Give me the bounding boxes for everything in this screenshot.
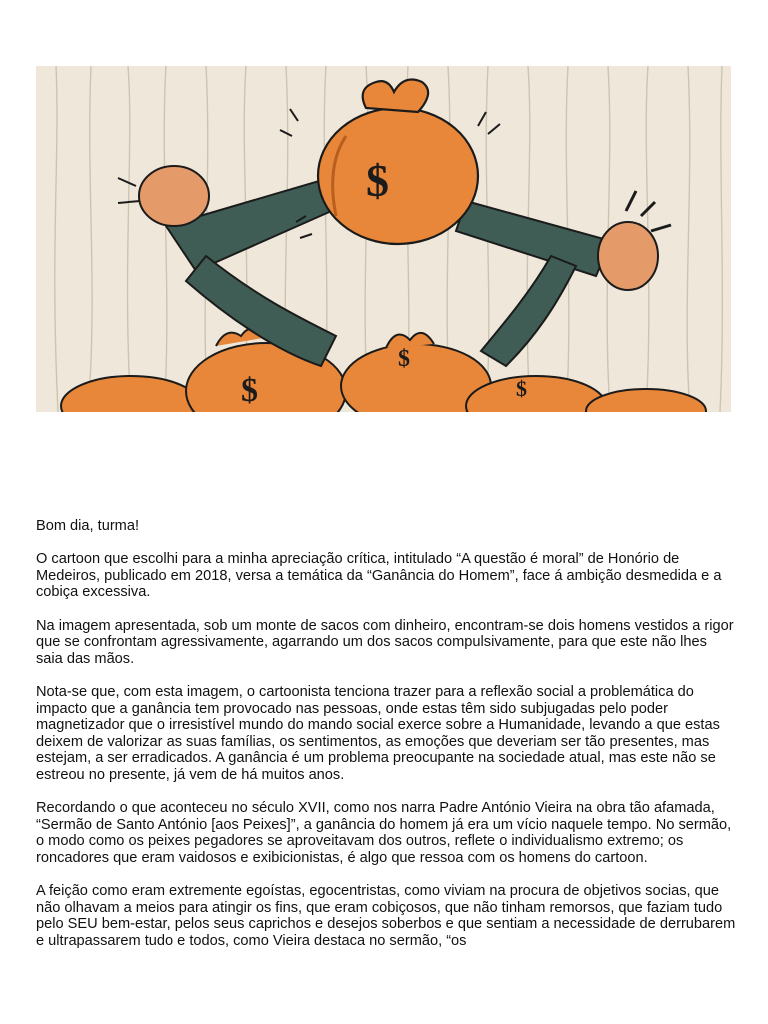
paragraph: O cartoon que escolhi para a minha apreciação crítica, intitulado “A questão é moral” de Honório de Medeiros, publicado em 2018, versa a temática da “Ganância do Homem”, face á ambição desmedida e a cobiça excessiva.: [36, 551, 722, 601]
paragraph: Na imagem apresentada, sob um monte de sacos com dinheiro, encontram-se dois homens vestidos a rigor que se confrontam agressivamente, agarrando um dos sacos compulsivamente, para que este não lhes saia das mãos.: [36, 617, 734, 667]
cartoon-image: [36, 66, 731, 412]
paragraph: A feição como eram extremente egoístas, egocentristas, como viviam na procura de objetivos socias, que não olhavam a meios para atingir os fins, que eram cobiçosos, que não tinham remorsos, que faziam tudo pelo SEU bem-estar, pelos seus caprichos e desejos soberbos e que sentiam a necessidade de derrubarem e ultrapassarem tudo e todos, como Vieira destaca no sermão, “os: [36, 883, 736, 949]
dollar-sign-icon: $: [241, 372, 258, 409]
paragraph: Nota-se que, com esta imagem, o cartoonista tenciona trazer para a reflexão social a problemática do impacto que a ganância tem provocado nas pessoas, onde estas têm sido subjugadas pelo poder magnetizador que o irresistível mundo do mando social exerce sobre a Humanidade, levando a que estas deixem de valorizar as suas famílias, os sentimentos, as emoções que deveriam ser tão presentes, mas estejam, a ser erradicados. A ganância é um problema preocupante na sociedade atual, mas este não se estreou no presente, já vem de há muitos anos.: [36, 683, 720, 783]
greeting: Bom dia, turma!: [36, 518, 140, 534]
cartoon-illustration: [36, 66, 731, 412]
dollar-sign-icon: $: [398, 346, 410, 372]
dollar-sign-icon: $: [516, 376, 527, 401]
document-body: [36, 518, 736, 966]
dollar-sign-icon: $: [366, 155, 389, 206]
paragraph: Recordando o que aconteceu no século XVII, como nos narra Padre António Vieira na obra tão afamada, “Sermão de Santo António [aos Peixes]”, a ganância do homem já era um vício naquele tempo. No sermão, o modo como os peixes pegadores se aproveitavam dos outros, reflete o individualismo extremo; os roncadores que eram vaidosos e exibicionistas, é algo que ressoa com os homens do cartoon.: [36, 800, 732, 866]
